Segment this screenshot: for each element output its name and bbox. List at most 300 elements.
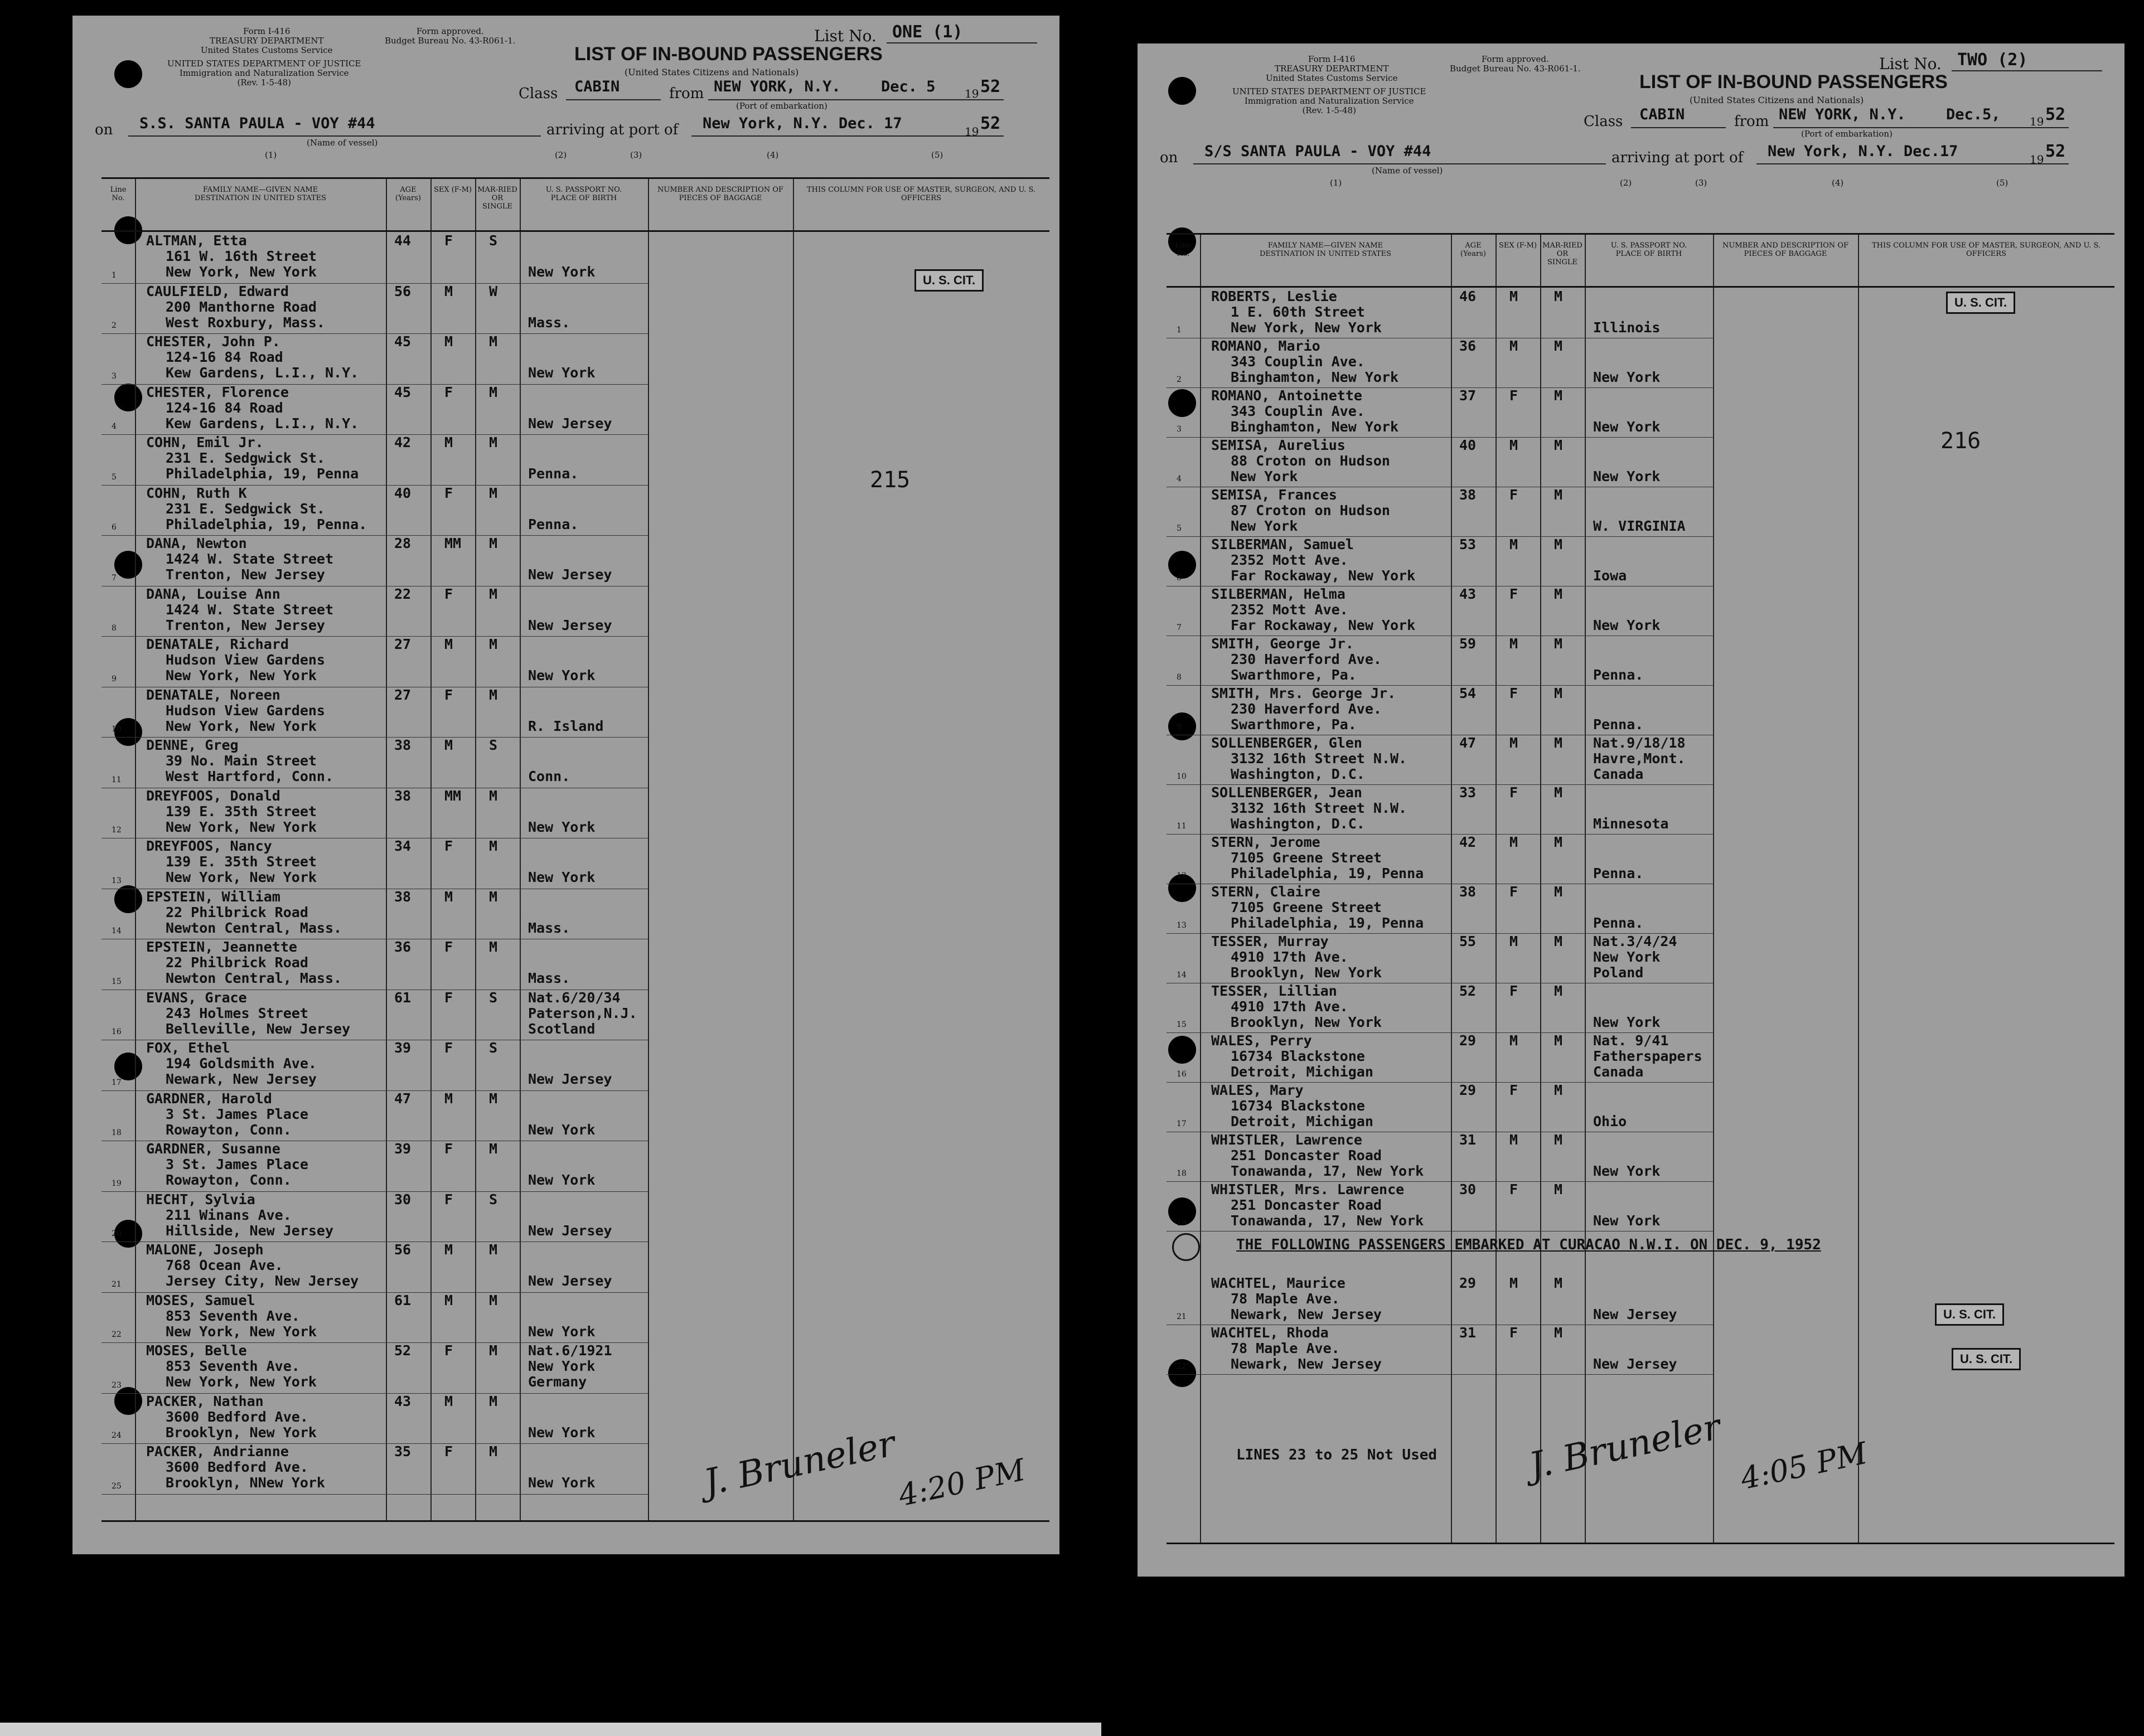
birth-place: New Jersey <box>1593 1306 1677 1322</box>
arrival-rule <box>691 135 1004 137</box>
marital-status: M <box>1554 983 1563 999</box>
column-header: FAMILY NAME—GIVEN NAME DESTINATION IN UNITED STATES <box>1259 241 1392 258</box>
address-street: 87 Croton on Hudson <box>1231 502 1390 518</box>
vessel-rule <box>128 135 541 137</box>
approval-block <box>385 27 516 46</box>
marital-status: M <box>489 787 498 804</box>
port-caption: (Port of embarkation) <box>736 101 827 111</box>
passenger-name: SEMISA, Frances <box>1211 487 1337 503</box>
address-street: 88 Croton on Hudson <box>1231 453 1390 469</box>
passenger-name: SEMISA, Aurelius <box>1211 437 1346 453</box>
birth-place: New York <box>528 1475 596 1491</box>
list-rule <box>887 42 1037 43</box>
marital-status: M <box>1554 437 1563 453</box>
column-header: Line No. <box>1175 241 1192 258</box>
birth-place: Fatherspapers <box>1593 1048 1702 1064</box>
column-header: SEX (F-M) <box>433 186 472 194</box>
line-number: 12 <box>112 826 122 835</box>
birth-place: Poland <box>1593 964 1644 981</box>
address-city: Newton Central, Mass. <box>166 919 342 936</box>
passenger-row <box>1167 1032 2114 1082</box>
list-total-number: 215 <box>870 467 911 493</box>
passenger-name: STERN, Jerome <box>1211 834 1320 850</box>
us-citizen-stamp: U. S. CIT. <box>1952 1348 2021 1370</box>
agency-line: (Rev. 1-5-48) <box>1302 105 1356 115</box>
line-number: 18 <box>112 1128 122 1137</box>
form-line: Form I-416 <box>243 26 291 36</box>
column-header: AGE (Years) <box>1460 241 1486 258</box>
row-rule <box>1167 1374 1713 1375</box>
birth-place: Canada <box>1593 1064 1644 1080</box>
address-street: 161 W. 16th Street <box>166 248 317 264</box>
header-rule <box>101 230 1049 232</box>
officer-signature: J. Bruneler <box>1526 1406 1725 1487</box>
from-year-prefix: 19 <box>965 87 979 100</box>
line-number: 4 <box>112 422 117 431</box>
address-city: Washington, D.C. <box>1231 766 1365 782</box>
address-city: Newark, New Jersey <box>166 1071 317 1087</box>
passenger-name: TESSER, Lillian <box>1211 983 1337 999</box>
birth-place: New York <box>528 1121 596 1138</box>
passenger-age: 42 <box>394 434 412 450</box>
us-citizen-stamp: U. S. CIT. <box>1946 292 2015 314</box>
passenger-sex: F <box>444 1191 453 1208</box>
officer-signature: J. Bruneler <box>700 1423 899 1504</box>
marital-status: M <box>1554 1325 1563 1341</box>
passenger-sex: M <box>444 737 453 753</box>
line-number: 1 <box>112 270 117 280</box>
passenger-sex: M <box>1509 536 1518 552</box>
marital-status: M <box>1554 784 1563 801</box>
line-number: 11 <box>1177 822 1187 831</box>
address-street: 231 E. Sedgwick St. <box>166 500 325 517</box>
address-street: 78 Maple Ave. <box>1231 1340 1340 1356</box>
address-street: 7105 Greene Street <box>1231 899 1382 915</box>
passenger-sex: M <box>444 1292 453 1308</box>
birth-place: Canada <box>1593 766 1644 782</box>
passenger-row <box>101 788 1049 838</box>
passenger-age: 29 <box>1459 1082 1477 1098</box>
address-city: Belleville, New Jersey <box>166 1020 351 1037</box>
marital-status: M <box>1554 735 1563 751</box>
form-block <box>1266 55 1397 83</box>
passenger-sex: M <box>444 1393 453 1409</box>
class-label: Class <box>519 85 558 102</box>
passenger-sex: M <box>1509 834 1518 850</box>
agency-line: UNITED STATES DEPARTMENT OF JUSTICE <box>167 59 361 69</box>
birth-place: Mass. <box>528 314 570 331</box>
arriving-label: arriving at port of <box>1611 149 1744 166</box>
passenger-name: SILBERMAN, Helma <box>1211 586 1346 602</box>
marital-status: M <box>1554 1275 1563 1291</box>
line-number: 5 <box>112 472 117 482</box>
line-number: 23 <box>112 1380 122 1390</box>
marital-status: M <box>1554 1181 1563 1197</box>
from-year-prefix: 19 <box>2030 115 2044 128</box>
marital-status: S <box>489 737 498 753</box>
passenger-age: 52 <box>394 1342 412 1359</box>
line-number: 10 <box>112 725 122 734</box>
line-number: 4 <box>1177 474 1182 483</box>
list-total-number: 216 <box>1940 428 1981 454</box>
passenger-age: 28 <box>394 535 412 551</box>
passenger-age: 29 <box>1459 1032 1477 1049</box>
vessel-name: S/S SANTA PAULA - VOY #44 <box>1204 143 1431 160</box>
passenger-row <box>101 737 1049 788</box>
marital-status: M <box>1554 636 1563 652</box>
column-number: (2) <box>555 150 567 160</box>
port-caption: (Port of embarkation) <box>1801 129 1893 139</box>
from-date: Dec.5, <box>1946 106 2001 123</box>
approval-line: Form approved. <box>1481 54 1549 64</box>
form-line: TREASURY DEPARTMENT <box>209 36 324 46</box>
birth-place: New York <box>1593 949 1661 965</box>
passenger-age: 27 <box>394 636 412 652</box>
passenger-name: ROMANO, Mario <box>1211 338 1320 354</box>
address-street: Hudson View Gardens <box>166 702 325 719</box>
address-city: Far Rockaway, New York <box>1231 568 1416 584</box>
passenger-row <box>101 1040 1049 1090</box>
birth-place: Nat.6/1921 <box>528 1342 612 1359</box>
marital-status: M <box>489 939 498 955</box>
passenger-row <box>101 586 1049 637</box>
line-number: 14 <box>112 927 122 935</box>
approval-block <box>1450 55 1581 74</box>
passenger-name: DENATALE, Noreen <box>146 686 280 703</box>
passenger-sex: MM <box>444 535 462 551</box>
passenger-name: WALES, Perry <box>1211 1032 1312 1049</box>
passenger-name: GARDNER, Harold <box>146 1090 272 1107</box>
marital-status: M <box>1554 487 1563 503</box>
line-number: 9 <box>1177 722 1182 731</box>
birth-place: New Jersey <box>528 1273 612 1289</box>
passenger-name: WHISTLER, Mrs. Lawrence <box>1211 1181 1405 1197</box>
birth-place: Ohio <box>1593 1113 1627 1129</box>
passenger-sex: F <box>444 1040 453 1056</box>
passenger-sex: M <box>1509 1275 1518 1291</box>
signature-time: 4:05 PM <box>1737 1435 1871 1497</box>
embarkation-notice: THE FOLLOWING PASSENGERS EMBARKED AT CURACAO N.W.I. ON DEC. 9, 1952 <box>1236 1236 1821 1253</box>
passenger-age: 40 <box>394 484 412 501</box>
column-header: THIS COLUMN FOR USE OF MASTER, SURGEON, AND U. S. OFFICERS <box>806 186 1036 202</box>
passenger-age: 30 <box>394 1191 412 1208</box>
from-rule <box>1773 127 2069 128</box>
marital-status: M <box>1554 933 1563 949</box>
marital-status: M <box>489 636 498 652</box>
passenger-age: 38 <box>394 737 412 753</box>
passenger-row <box>1167 685 2114 735</box>
passenger-row <box>101 283 1049 334</box>
passenger-sex: MM <box>444 787 462 804</box>
arrival-value: New York, N.Y. Dec. 17 <box>703 115 902 132</box>
passenger-row <box>1167 586 2114 636</box>
passenger-age: 61 <box>394 1292 412 1308</box>
passenger-sex: M <box>444 1242 453 1258</box>
marital-status: M <box>1554 834 1563 850</box>
passenger-name: WACHTEL, Rhoda <box>1211 1325 1329 1341</box>
passenger-row <box>101 333 1049 384</box>
passenger-row <box>101 838 1049 889</box>
passenger-age: 52 <box>1459 983 1477 999</box>
passenger-sex: F <box>444 939 453 955</box>
marital-status: M <box>489 535 498 551</box>
address-city: Newark, New Jersey <box>1231 1356 1382 1372</box>
passenger-sex: M <box>1509 735 1518 751</box>
manifest-page-2 <box>1138 43 2124 1577</box>
column-number: (4) <box>1832 178 1844 188</box>
address-city: New York, New York <box>166 667 317 683</box>
birth-place: Penna. <box>528 516 579 532</box>
address-city: Binghamton, New York <box>1231 419 1399 435</box>
approval-line: Budget Bureau No. 43-R061-1. <box>1450 64 1581 74</box>
address-street: 200 Manthorne Road <box>166 298 317 315</box>
passenger-row <box>101 1342 1049 1393</box>
list-number: ONE (1) <box>892 22 963 42</box>
list-number: TWO (2) <box>1957 50 2028 70</box>
line-number: 5 <box>1177 524 1182 533</box>
address-street: 230 Haverford Ave. <box>1231 651 1382 667</box>
birth-place: New York <box>1593 419 1661 435</box>
us-citizen-stamp: U. S. CIT. <box>1935 1303 2004 1326</box>
address-street: 3132 16th Street N.W. <box>1231 750 1407 767</box>
address-street: 231 E. Sedgwick St. <box>166 450 325 466</box>
passenger-name: CHESTER, Florence <box>146 384 289 400</box>
marital-status: M <box>489 585 498 602</box>
address-city: Philadelphia, 19, Penna <box>1231 915 1424 931</box>
address-city: Rowayton, Conn. <box>166 1121 292 1138</box>
passenger-sex: M <box>1509 338 1518 354</box>
column-number: (1) <box>1330 178 1342 188</box>
passenger-row <box>1167 536 2114 586</box>
address-city: Rowayton, Conn. <box>166 1172 292 1188</box>
passenger-age: 37 <box>1459 387 1477 404</box>
birth-place: New York <box>528 1424 596 1441</box>
passenger-name: HECHT, Sylvia <box>146 1191 255 1208</box>
passenger-name: PACKER, Andrianne <box>146 1443 289 1459</box>
line-number: 16 <box>1177 1070 1187 1079</box>
address-city: Far Rockaway, New York <box>1231 617 1416 633</box>
birth-place: New Jersey <box>528 1071 612 1087</box>
passenger-name: TESSER, Murray <box>1211 933 1329 949</box>
passenger-row <box>1167 735 2114 784</box>
passenger-row <box>1167 487 2114 536</box>
address-city: Kew Gardens, L.I., N.Y. <box>166 415 359 431</box>
birth-place: Nat.6/20/34 <box>528 989 621 1006</box>
address-street: 343 Couplin Ave. <box>1231 353 1365 370</box>
line-number: 10 <box>1177 772 1187 781</box>
line-number: 18 <box>1177 1169 1187 1178</box>
arrival-year-prefix: 19 <box>2030 153 2044 166</box>
passenger-age: 36 <box>1459 338 1477 354</box>
passenger-age: 45 <box>394 333 412 350</box>
passenger-name: SOLLENBERGER, Jean <box>1211 784 1362 801</box>
marital-status: S <box>489 989 498 1006</box>
address-city: New York, New York <box>166 1323 317 1340</box>
line-number: 11 <box>112 775 122 784</box>
passenger-name: CHESTER, John P. <box>146 333 280 350</box>
passenger-sex: M <box>1509 1032 1518 1049</box>
document-subtitle: (United States Citizens and Nationals) <box>1690 95 1864 105</box>
line-number: 19 <box>1177 1219 1187 1228</box>
address-city: New York, New York <box>166 1374 317 1390</box>
passenger-row <box>101 535 1049 586</box>
address-street: 139 E. 35th Street <box>166 803 317 819</box>
marital-status: M <box>489 333 498 350</box>
passenger-sex: M <box>444 333 453 350</box>
from-year: 52 <box>980 77 1001 96</box>
line-number: 22 <box>112 1330 122 1339</box>
address-street: 211 Winans Ave. <box>166 1206 292 1223</box>
punch-hole <box>1168 77 1196 105</box>
line-number: 3 <box>112 371 117 381</box>
agency-line: UNITED STATES DEPARTMENT OF JUSTICE <box>1232 86 1426 96</box>
column-header: MAR-RIED OR SINGLE <box>1542 241 1582 266</box>
column-number: (3) <box>1695 178 1707 188</box>
marital-status: S <box>489 232 498 249</box>
marital-status: M <box>489 1141 498 1157</box>
address-street: 4910 17th Ave. <box>1231 998 1348 1015</box>
passenger-age: 27 <box>394 686 412 703</box>
marital-status: M <box>489 384 498 400</box>
birth-place: New Jersey <box>528 1222 612 1239</box>
address-city: Philadelphia, 19, Penna <box>166 465 359 482</box>
vessel-caption: (Name of vessel) <box>1372 166 1443 176</box>
marital-status: M <box>489 1090 498 1107</box>
column-number: (5) <box>1996 178 2009 188</box>
passenger-age: 59 <box>1459 636 1477 652</box>
passenger-sex: F <box>444 585 453 602</box>
passenger-name: EVANS, Grace <box>146 989 247 1006</box>
line-number: 25 <box>112 1481 122 1491</box>
passenger-row <box>1167 1132 2114 1181</box>
unused-lines-note: LINES 23 to 25 Not Used <box>1236 1447 1438 1463</box>
address-city: Brooklyn, NNew York <box>166 1475 325 1491</box>
arrival-rule <box>1756 163 2069 164</box>
list-rule <box>1952 70 2102 71</box>
document-subtitle: (United States Citizens and Nationals) <box>625 67 799 77</box>
passenger-name: MALONE, Joseph <box>146 1242 264 1258</box>
column-number: (2) <box>1620 178 1632 188</box>
passenger-sex: M <box>1509 288 1518 304</box>
address-street: 768 Ocean Ave. <box>166 1257 283 1273</box>
passenger-sex: M <box>444 1090 453 1107</box>
passenger-name: DENNE, Greg <box>146 737 239 753</box>
birth-place: Nat.9/18/18 <box>1593 735 1686 751</box>
passenger-row <box>101 889 1049 939</box>
passenger-age: 22 <box>394 585 412 602</box>
address-city: New York, New York <box>1231 319 1382 336</box>
birth-place: New York <box>1593 468 1661 484</box>
address-street: 7105 Greene Street <box>1231 850 1382 866</box>
address-city: Swarthmore, Pa. <box>1231 716 1357 733</box>
marital-status: S <box>489 1191 498 1208</box>
address-street: 3 St. James Place <box>166 1105 308 1122</box>
marital-status: M <box>489 1342 498 1359</box>
passenger-sex: M <box>444 888 453 905</box>
arrival-year-prefix: 19 <box>965 125 979 138</box>
header-rule <box>1167 286 2114 288</box>
address-street: 139 E. 35th Street <box>166 854 317 870</box>
class-label: Class <box>1584 113 1623 130</box>
passenger-name: WACHTEL, Maurice <box>1211 1275 1346 1291</box>
arrival-year: 52 <box>2045 142 2066 161</box>
passenger-age: 56 <box>394 283 412 299</box>
line-number: 2 <box>112 321 117 330</box>
passenger-sex: F <box>1509 784 1518 801</box>
passenger-age: 39 <box>394 1141 412 1157</box>
address-street: Hudson View Gardens <box>166 652 325 668</box>
birth-place: New York <box>1593 1163 1661 1179</box>
passenger-name: WALES, Mary <box>1211 1082 1304 1098</box>
form-line: United States Customs Service <box>201 45 333 55</box>
marital-status: W <box>489 283 498 299</box>
line-number: 13 <box>1177 921 1187 930</box>
arrival-year: 52 <box>980 114 1001 133</box>
passenger-name: DREYFOOS, Donald <box>146 787 280 804</box>
passenger-row <box>1167 983 2114 1032</box>
birth-place: R. Island <box>528 717 604 734</box>
agency-block <box>167 59 361 88</box>
passenger-age: 54 <box>1459 685 1477 701</box>
address-city: Hillside, New Jersey <box>166 1222 334 1239</box>
line-number: 13 <box>112 876 122 885</box>
list-label: List No. <box>1879 55 1942 73</box>
address-city: West Roxbury, Mass. <box>166 314 325 331</box>
us-citizen-stamp: U. S. CIT. <box>914 269 984 292</box>
passenger-age: 43 <box>1459 586 1477 602</box>
marital-status: M <box>1554 536 1563 552</box>
address-street: 39 No. Main Street <box>166 753 317 769</box>
document-title: LIST OF IN-BOUND PASSENGERS <box>574 43 883 65</box>
from-label: from <box>1734 113 1769 130</box>
line-number: 8 <box>1177 673 1182 682</box>
address-street: 124-16 84 Road <box>166 399 283 416</box>
line-number: 15 <box>1177 1020 1187 1029</box>
passenger-name: ROBERTS, Leslie <box>1211 288 1337 304</box>
class-value: CABIN <box>1639 106 1685 123</box>
line-number: 21 <box>112 1279 122 1289</box>
birth-place: New York <box>528 1172 596 1188</box>
form-line: Form I-416 <box>1308 54 1356 64</box>
passenger-sex: M <box>1509 1132 1518 1148</box>
passenger-row <box>1167 338 2114 387</box>
passenger-row <box>101 1191 1049 1242</box>
passenger-row <box>1167 884 2114 933</box>
passenger-age: 55 <box>1459 933 1477 949</box>
passenger-row <box>101 384 1049 435</box>
form-line: TREASURY DEPARTMENT <box>1274 64 1389 74</box>
passenger-sex: F <box>444 838 453 854</box>
from-value: NEW YORK, N.Y. <box>714 78 841 95</box>
address-street: 2352 Mott Ave. <box>1231 602 1348 618</box>
passenger-age: 35 <box>394 1443 412 1459</box>
class-rule <box>566 99 661 100</box>
passenger-row <box>101 1090 1049 1141</box>
birth-place: New York <box>528 1323 596 1340</box>
address-street: 16734 Blackstone <box>1231 1098 1365 1114</box>
passenger-name: MOSES, Samuel <box>146 1292 255 1308</box>
marital-status: M <box>489 838 498 854</box>
passenger-name: ROMANO, Antoinette <box>1211 387 1362 404</box>
line-number: 16 <box>112 1027 122 1036</box>
passenger-row <box>101 636 1049 687</box>
birth-place: New Jersey <box>1593 1356 1677 1372</box>
birth-place: Minnesota <box>1593 816 1669 832</box>
line-number: 6 <box>1177 574 1182 583</box>
passenger-age: 31 <box>1459 1325 1477 1341</box>
birth-place: New Jersey <box>528 617 612 633</box>
birth-place: New York <box>528 667 596 683</box>
